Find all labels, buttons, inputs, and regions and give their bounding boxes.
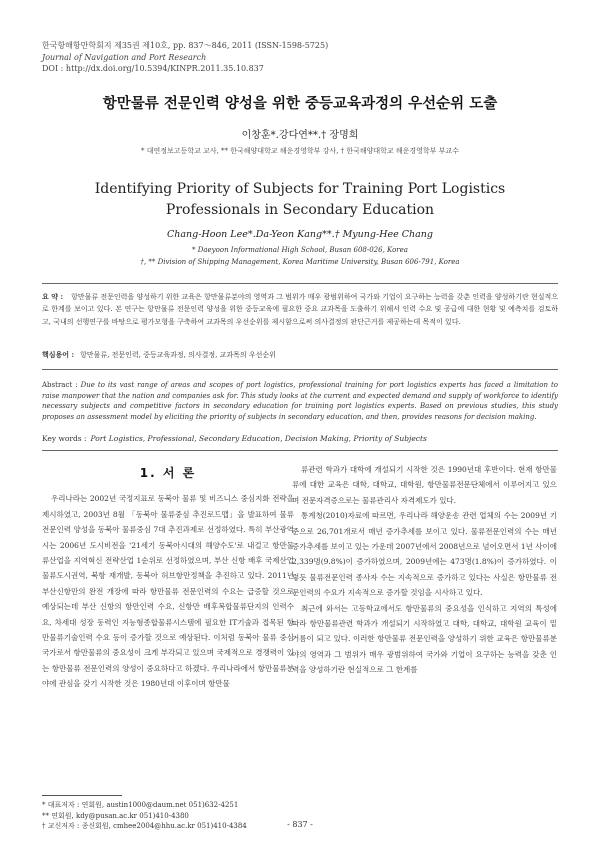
body-paragraph: 우리나라는 2002년 국정지표로 동북아 물류 및 비즈니스 중심지화 전략을 제시하였고, 2003년 8월 「동북아 물류중심 추진로드맵」을 발표하여 물류전문인력 양성을 동북아 물류중심 7대 추진과제로 선정하였다. 특히 부산광역시는 2006년 도시비전을 '21세기 동북아시대의 해양수도'로 내걸고 항만물류산업을 지역혁신 전략산업 1순위로 선정하였으며, 부산 신항 배후 국제산업 물류도시권역, 북항 재개발, 동북아 허브항만정책을 추진하고 있다. 2011년 부산신항만의 완전 개장에 따라 항만물류 전문인력의 수요는 급증할 것으로 예상되는데 부산 신항의 항만인력 수요, 신항만 배후복합물류단지의 인력수요, 차세대 성장 동력인 지능형종합물류시스템에 필요한 IT기술과 접목된 항만물류기술인력 수요 등이 증가할 것으로 예상된다. 이처럼 동북아 물류 중심국가로서 항만물류의 중요성이 크게 부각되고 있으며 국제적으로 경쟁력이 있는 항만물류 전문인력의 양성이 중요하다고 하겠다. 우리나라에서 항만물류분야에 관심을 갖기 시작한 것은 1980년대 이후이며 항만물 [42, 494, 294, 689]
abstract-ko [42, 291, 558, 328]
keywords-ko-label: 핵심용어 : [42, 350, 75, 359]
journal-citation-ko: 한국항해항만학회지 제35권 제10호, pp. 837～846, 2011 (ISSN-1598-5725) [42, 41, 329, 50]
journal-name-en: Journal of Navigation and Port Research [42, 52, 207, 62]
body-paragraph: 최근에 와서는 고등학교에서도 항만물류의 중요성을 인식하고 지역의 특성에 따라 항만물류관련 학과가 개설되기 시작하였고 대학, 대학교, 대학원 교육이 밑거름이 되고 있다. 이러한 항만물류 전문인력을 양성하기 위한 교육은 항만물류분야의 영역과 그 범위가 매우 광범위하여 국가와 기업이 요구하는 능력을 갖춘 인력을 양성하기란 현실적으로 그 한계를 [292, 603, 557, 675]
abstract-en-label: Abstract : [42, 381, 78, 389]
divider-middle [42, 369, 558, 370]
body-paragraph: 통계청(2010)자료에 따르면, 우리나라 해양운송 관련 업체의 수는 2009년 기준으로 26,701개로서 매년 증가추세를 보이고 있다. 물류전문인력의 수는 매년 증가추세를 보이고 있는 가운데 2007년에서 2008년으로 넘어오면서 1년 사이에 2,339명(9.8%)이 증가하였으며, 2009년에는 473명(1.8%)이 증가하였다. 이렇듯 물류전문인력 종사자 수는 지속적으로 증가하고 있다는 사실은 항만물류 전문인력의 수요가 지속적으로 증가할 것임을 시사하고 있다. [292, 511, 557, 598]
footnote-divider [42, 795, 122, 796]
keywords-en-text: Port Logistics, Professional, Secondary Education, Decision Making, Priority of Subjects [90, 434, 427, 443]
affiliation-en-line-1: * Daeyoon Informational High School, Busan 608-026, Korea [192, 246, 408, 254]
affiliation-en-line-2: †, ** Division of Shipping Management, Korea Maritime University, Busan 606-791, Korea [140, 258, 460, 266]
body-column-right [292, 462, 557, 678]
keywords-ko-text: 항만물류, 전문인력, 중등교육과정, 의사결정, 교과목의 우선순위 [80, 351, 276, 359]
footnote-item: * 대표저자 : 연회원, austin1000@daum.net 051)632-4251 [42, 801, 239, 809]
authors-en: Chang-Hoon Lee*․Da-Yeon Kang**․† Myung-Hee Chang [166, 229, 433, 240]
page-number: - 837 - [287, 820, 313, 829]
body-column-left [42, 462, 294, 692]
abstract-ko-text: 항만물류 전문인력을 양성하기 위한 교육은 항만물류분야의 영역과 그 범위가 매우 광범위하여 국가와 기업이 요구하는 능력을 갖춘 인력을 양성하기란 현실적으로 한계를 보이고 있다. 본 연구는 항만물류 전문인력 양성을 위한 중등교육에 필요한 중요 교과목을 도출하기 위해서 인력 수요 및 공급에 대한 현황 및 예측치를 검토하고, 국내의 선행연구를 바탕으로 평가모형을 구축하여 교과목의 우선순위를 제시함으로써 의사결정의 판단근거를 제공하는데 목적이 있다. [42, 293, 559, 326]
footnote-item: † 교신저자 : 종신회원, cmhee2004@hhu.ac.kr 051)410-4384 [42, 822, 247, 831]
footnote-item: ** 연회원, kdy@pusan.ac.kr 051)410-4380 [42, 811, 189, 820]
abstract-en [42, 380, 558, 422]
keywords-ko [42, 350, 558, 360]
abstract-ko-label: 요 약 : [42, 292, 64, 301]
keywords-en [42, 434, 558, 443]
affiliation-ko: * 대연정보고등학교 교사, ** 한국해양대학교 해운경영학부 강사, † 한국해양대학교 해운경영학부 부교수 [141, 147, 459, 155]
authors-ko: 이창훈*․강다연**․† 장명희 [241, 130, 359, 141]
divider-top [42, 283, 558, 284]
abstract-en-text: Due to its vast range of areas and scopes of port logistics, professional training for port logistics experts has faced a limitation to raise manpower that the nation and companies ask for. This study looks at the current and expected demand and supply of workforce to identify necessary subjects and competitive factors in secondary education for training port logistics experts. Based on previous studies, this study proposes an assessment model by eliciting the priority of subjects in secondary education, and then, provides reasons for decision making. [42, 381, 559, 421]
keywords-en-label: Key words : [42, 434, 87, 443]
divider-bottom [42, 450, 558, 451]
section-title: 1. 서 론 [139, 466, 197, 480]
body-paragraph: 류관련 학과가 대학에 개설되기 시작한 것은 1990년대 후반이다. 현재 항만물류에 대한 교육은 대학, 대학교, 대학원, 항만물류전문단체에서 이루어지고 있으며 전문자격증으로는 물류관리사 자격제도가 있다. [292, 465, 557, 505]
doi-line: DOI : http://dx.doi.org/10.5394/KINPR.2011.35.10.837 [42, 64, 264, 73]
paper-title-ko: 항만물류 전문인력 양성을 위한 중등교육과정의 우선순위 도출 [102, 95, 498, 112]
paper-title-en: Identifying Priority of Subjects for Training Port Logistics Professionals in Secondary Education [94, 181, 506, 218]
journal-header [42, 40, 328, 75]
affiliation-en [0, 244, 600, 268]
